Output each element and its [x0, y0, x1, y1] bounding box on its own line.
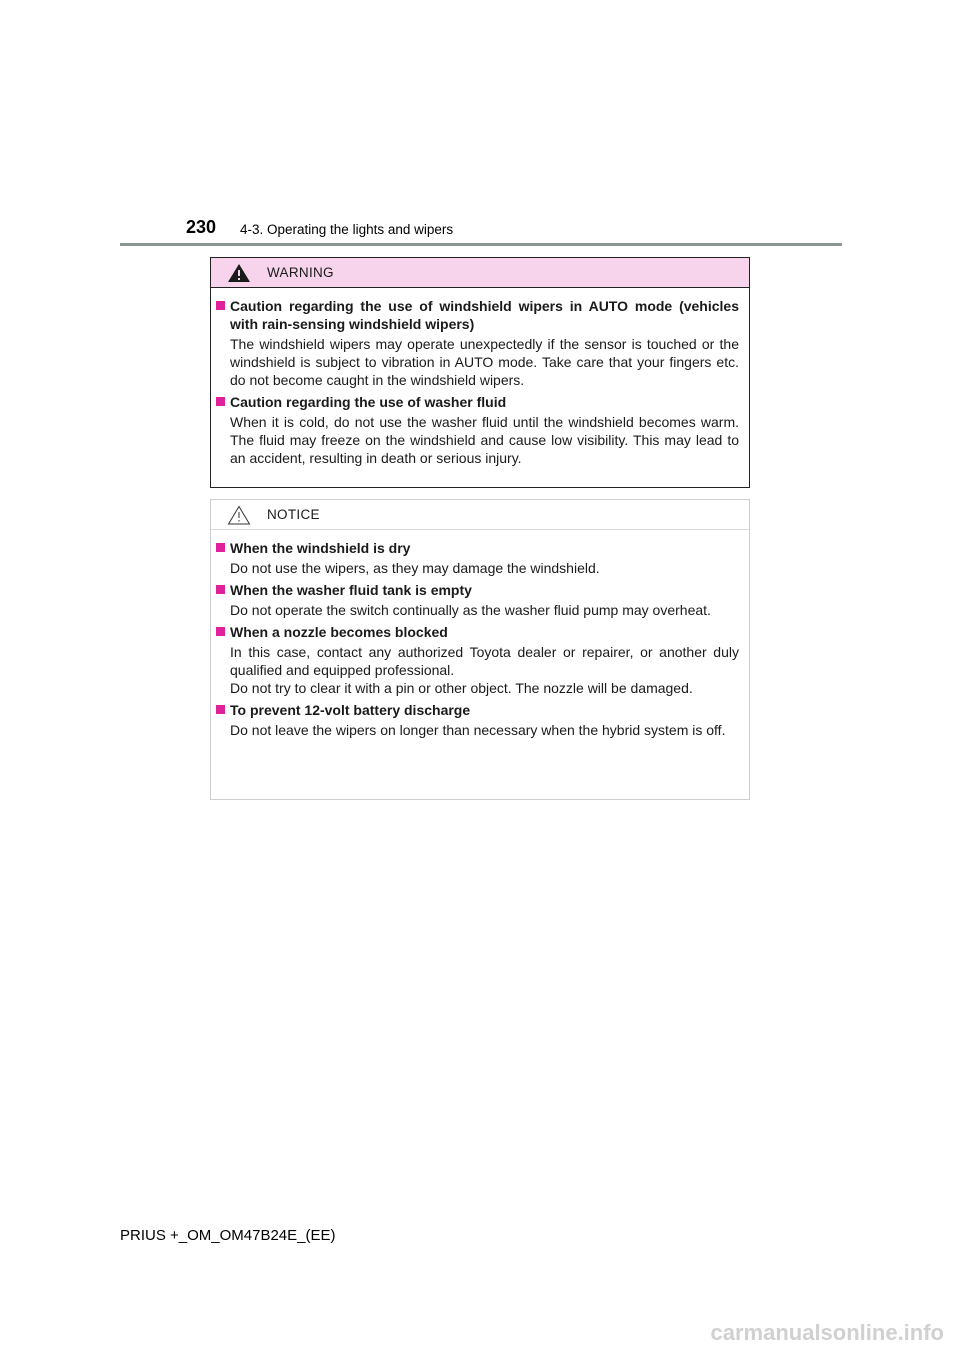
notice-item [216, 539, 739, 577]
notice-item-title: When a nozzle becomes blocked [230, 624, 448, 640]
header-rule [120, 243, 842, 246]
notice-item [216, 581, 739, 619]
bullet-square-icon [216, 543, 225, 552]
bullet-square-icon [216, 627, 225, 636]
notice-item-title-row [216, 623, 739, 641]
notice-item [216, 623, 739, 697]
warning-body [211, 288, 749, 467]
page-number: 230 [186, 217, 217, 237]
bullet-square-icon [216, 705, 225, 714]
notice-item-text: Do not leave the wipers on longer than necessary when the hybrid system is off. [230, 722, 726, 738]
warning-item-text: When it is cold, do not use the washer fluid until the windshield becomes warm. The fluid may freeze on the windshield and cause low visibility. This may lead to an accident, resulting in death or serious injury. [230, 414, 739, 466]
warning-header [211, 258, 749, 288]
warning-item-text: The windshield wipers may operate unexpectedly if the sensor is touched or the windshield is subject to vibration in AUTO mode. Take care that your fingers etc. do not become caught in the windshield wipers. [230, 336, 739, 388]
warning-item-title-row [216, 393, 739, 411]
notice-item-text: Do not use the wipers, as they may damage the windshield. [230, 560, 600, 576]
watermark: carmanualsonline.info [710, 1320, 944, 1345]
bullet-square-icon [216, 397, 225, 406]
notice-item [216, 701, 739, 739]
section-title: 4-3. Operating the lights and wipers [240, 222, 454, 237]
notice-item-title: When the windshield is dry [230, 540, 411, 556]
warning-item-title: Caution regarding the use of washer fluid [230, 394, 507, 410]
warning-box [210, 257, 750, 488]
bullet-square-icon [216, 301, 225, 310]
bullet-square-icon [216, 585, 225, 594]
notice-triangle-outline-icon [227, 505, 251, 525]
notice-item-title-row [216, 581, 739, 599]
warning-item-title-row [216, 297, 739, 333]
notice-item-text: Do not try to clear it with a pin or other object. The nozzle will be damaged. [230, 680, 693, 696]
warning-title: WARNING [267, 265, 334, 280]
notice-box [210, 499, 750, 800]
warning-item [216, 393, 739, 467]
notice-body [211, 530, 749, 739]
notice-item-title-row [216, 701, 739, 719]
warning-item-title: Caution regarding the use of windshield wipers in AUTO mode (vehicles with rain-sensing windshield wipers) [230, 298, 739, 332]
notice-item-title: When the washer fluid tank is empty [230, 582, 472, 598]
notice-header [211, 500, 749, 530]
notice-item-title: To prevent 12-volt battery discharge [230, 702, 471, 718]
warning-item [216, 297, 739, 389]
warning-triangle-filled-icon [227, 263, 251, 283]
notice-item-text: In this case, contact any authorized Toyota dealer or repairer, or another duly qualified and equipped professional. [230, 644, 739, 678]
document-code: PRIUS +_OM_OM47B24E_(EE) [120, 1227, 336, 1244]
notice-item-text: Do not operate the switch continually as the washer fluid pump may overheat. [230, 602, 711, 618]
notice-title: NOTICE [267, 507, 320, 522]
notice-item-title-row [216, 539, 739, 557]
